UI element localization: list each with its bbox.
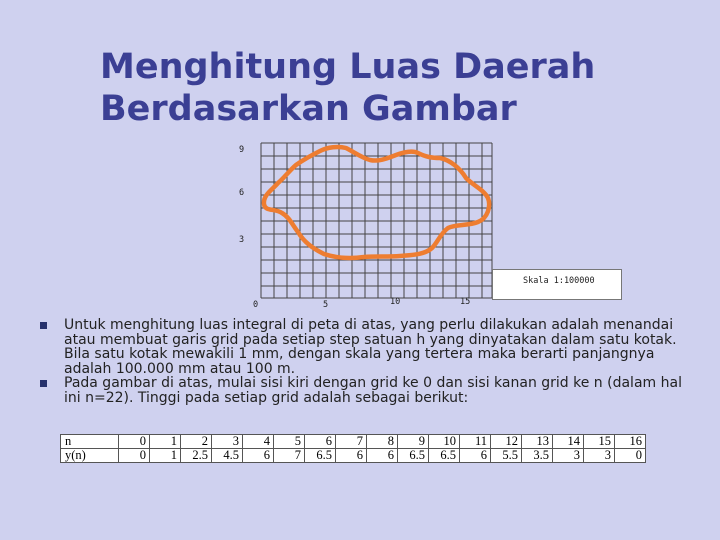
table-cell: 1 bbox=[150, 449, 181, 463]
table-cell: 5 bbox=[274, 435, 305, 449]
table-row bbox=[61, 449, 646, 463]
table-cell: 15 bbox=[584, 435, 615, 449]
table-cell: 6 bbox=[305, 435, 336, 449]
row-label-y: y(n) bbox=[61, 449, 119, 463]
height-table bbox=[60, 434, 646, 463]
table-cell: 6.5 bbox=[305, 449, 336, 463]
table-cell: 3 bbox=[584, 449, 615, 463]
x-tick-label: 5 bbox=[323, 300, 329, 310]
x-tick-label: 10 bbox=[390, 297, 401, 307]
y-tick-labels bbox=[239, 145, 244, 245]
square-bullet-icon bbox=[40, 380, 47, 387]
table-cell: 0 bbox=[119, 449, 150, 463]
x-tick-label: 15 bbox=[460, 297, 471, 307]
table-cell: 6 bbox=[336, 449, 367, 463]
table-cell: 4 bbox=[243, 435, 274, 449]
table-cell: 2 bbox=[181, 435, 212, 449]
table-cell: 7 bbox=[336, 435, 367, 449]
table-cell: 14 bbox=[553, 435, 584, 449]
table-cell: 4.5 bbox=[212, 449, 243, 463]
table-cell: 7 bbox=[274, 449, 305, 463]
scale-label-box bbox=[492, 269, 622, 300]
table-cell: 9 bbox=[398, 435, 429, 449]
bullet-list bbox=[38, 318, 698, 406]
table-cell: 13 bbox=[522, 435, 553, 449]
bullet-text: Untuk menghitung luas integral di peta di atas, yang perlu dilakukan adalah menandai atau membuat garis grid pada setiap step satuan h yang dinyatakan dalam satu kotak. Bila satu kotak mewakili 1 mm, dengan skala yang tertera maka berarti panjangnya adalah 100.000 mm atau 100 m. bbox=[64, 317, 677, 377]
row-label-n: n bbox=[61, 435, 119, 449]
scale-label: Skala 1:100000 bbox=[523, 276, 595, 286]
table-cell: 8 bbox=[367, 435, 398, 449]
table-cell: 6.5 bbox=[429, 449, 460, 463]
table-cell: 16 bbox=[615, 435, 646, 449]
table-cell: 3 bbox=[212, 435, 243, 449]
table-cell: 0 bbox=[615, 449, 646, 463]
region-outline bbox=[264, 147, 489, 258]
bullet-item bbox=[38, 318, 698, 376]
title-line-1: Menghitung Luas Daerah bbox=[100, 47, 596, 87]
table-cell: 6 bbox=[367, 449, 398, 463]
bullet-text: Pada gambar di atas, mulai sisi kiri dengan grid ke 0 dan sisi kanan grid ke n (dalam hal ini n=22). Tinggi pada setiap grid adalah sebagai berikut: bbox=[64, 375, 682, 406]
table-cell: 11 bbox=[460, 435, 491, 449]
y-tick-label: 6 bbox=[239, 188, 245, 198]
table-cell: 0 bbox=[119, 435, 150, 449]
table-cell: 6.5 bbox=[398, 449, 429, 463]
bullet-item bbox=[38, 376, 698, 405]
table-cell: 3.5 bbox=[522, 449, 553, 463]
table-cell: 6 bbox=[460, 449, 491, 463]
y-tick-label: 3 bbox=[239, 235, 245, 245]
table-cell: 1 bbox=[150, 435, 181, 449]
table-row bbox=[61, 435, 646, 449]
x-tick-label: 0 bbox=[253, 300, 259, 310]
table-cell: 3 bbox=[553, 449, 584, 463]
table-cell: 12 bbox=[491, 435, 522, 449]
table-cell: 6 bbox=[243, 449, 274, 463]
square-bullet-icon bbox=[40, 322, 47, 329]
table-cell: 5.5 bbox=[491, 449, 522, 463]
table-cell: 2.5 bbox=[181, 449, 212, 463]
x-tick-labels bbox=[253, 297, 470, 310]
title-line-2: Berdasarkan Gambar bbox=[100, 89, 517, 129]
table-cell: 10 bbox=[429, 435, 460, 449]
y-tick-label: 9 bbox=[239, 145, 245, 155]
